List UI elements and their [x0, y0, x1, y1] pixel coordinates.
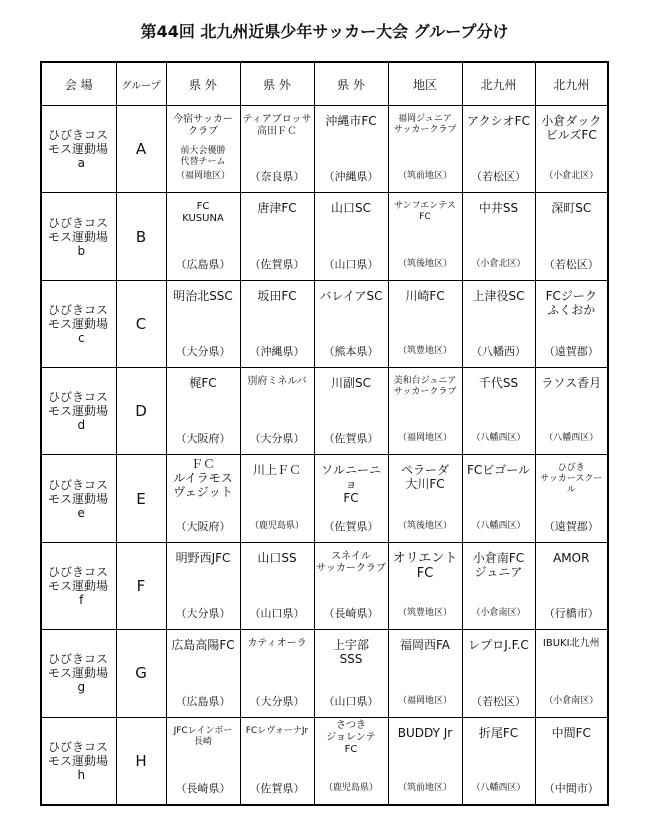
team-region: （大阪府） [175, 432, 231, 446]
team-region: （筑前地区） [397, 171, 452, 182]
group-row-f [41, 542, 608, 629]
team-cell [314, 280, 388, 367]
venue-letter: f [79, 592, 84, 607]
team-region: （若松区） [543, 257, 599, 271]
team-cell [240, 106, 314, 193]
venue-cell [41, 193, 116, 280]
group-table [40, 61, 609, 806]
venue-cell [41, 630, 116, 717]
team-name: 今宿サッカー クラブ [173, 114, 233, 137]
team-name: BUDDY Jr [397, 725, 453, 740]
team-cell [535, 193, 608, 280]
team-cell [166, 542, 240, 629]
team-name: 唐津FC [257, 201, 297, 216]
venue-name: ひびきコスモス運動場 [48, 652, 109, 681]
team-cell [388, 717, 462, 805]
team-note: 前大会優勝 代替チーム [180, 146, 226, 167]
team-name: 上宇部 SSS [332, 638, 369, 667]
team-cell [462, 542, 535, 629]
team-region: （長崎県） [323, 607, 379, 621]
team-region: （中間市） [543, 782, 599, 795]
team-name: 千代SS [478, 376, 519, 391]
team-region: （遠賀郡） [543, 345, 599, 359]
group-row-e [41, 455, 608, 542]
team-cell [462, 368, 535, 455]
team-region: （遠賀郡） [543, 519, 599, 533]
team-name: ティアブロッサ 高田ＦＣ [242, 114, 312, 137]
team-name: ひびき サッカースクール [540, 463, 603, 496]
team-name: さつき ジョレンテ FC [326, 719, 376, 755]
team-cell [240, 717, 314, 805]
venue-cell [41, 455, 116, 542]
team-cell [388, 455, 462, 542]
team-name: 小倉南FC ジュニア [472, 550, 525, 579]
team-cell [166, 630, 240, 717]
team-cell [240, 630, 314, 717]
team-name: スネイル サッカークラブ [316, 550, 386, 574]
team-region: （佐賀県） [323, 519, 379, 533]
team-region: （鹿児島県） [323, 783, 378, 793]
venue-letter: a [77, 156, 85, 171]
venue-cell [41, 368, 116, 455]
team-cell [240, 193, 314, 280]
team-cell [535, 542, 608, 629]
team-name: 明野西JFC [175, 550, 231, 565]
team-cell [166, 368, 240, 455]
group-row-c [41, 280, 608, 367]
venue-cell [41, 717, 116, 805]
group-label: F [116, 542, 166, 629]
group-label: B [116, 193, 166, 280]
venue-name: ひびきコスモス運動場 [48, 215, 109, 244]
team-name: 山口SS [257, 550, 297, 565]
team-cell [240, 280, 314, 367]
venue-letter: d [77, 418, 86, 433]
team-name: 中井SS [478, 201, 519, 216]
header-kitakyushu-2: 北九州 [535, 62, 608, 106]
venue-letter: g [77, 680, 86, 695]
team-region: （山口県） [323, 257, 379, 271]
team-name: バレイアSC [319, 288, 383, 303]
team-name: 坂田FC [257, 288, 297, 303]
team-cell [388, 630, 462, 717]
header-district: 地区 [388, 62, 462, 106]
team-name: 広島高陽FC [171, 638, 235, 653]
team-region: （沖縄県） [323, 170, 379, 184]
team-region: （八幡西区） [471, 433, 526, 444]
venue-name: ひびきコスモス運動場 [48, 390, 109, 419]
team-cell [388, 106, 462, 193]
header-kitakyushu-1: 北九州 [462, 62, 535, 106]
team-cell [314, 542, 388, 629]
venue-name: ひびきコスモス運動場 [48, 564, 109, 593]
team-region: （佐賀県） [249, 782, 305, 795]
team-cell [462, 280, 535, 367]
group-label: A [116, 106, 166, 193]
team-name: 梶FC [189, 376, 217, 391]
team-cell [462, 193, 535, 280]
team-name: ペラーダ 大川FC [400, 463, 449, 492]
team-name: FCレヴォーナJr [245, 725, 309, 736]
team-cell [166, 106, 240, 193]
team-region: （福岡地区） [175, 171, 230, 182]
team-region: （長崎県） [175, 782, 231, 795]
venue-letter: e [77, 505, 85, 520]
venue-cell [41, 280, 116, 367]
team-region: （広島県） [175, 257, 231, 271]
team-region: （佐賀県） [323, 432, 379, 446]
team-name: IBUKI北九州 [542, 638, 600, 650]
team-name: 川崎FC [405, 288, 445, 303]
header-venue: 会 場 [41, 62, 116, 106]
team-name: ラソス香月 [541, 376, 602, 391]
team-name: 深町SC [551, 201, 592, 216]
team-name: 別府ミネルバ [247, 376, 307, 388]
team-name: サンフエンテス FC [394, 201, 456, 223]
group-label: G [116, 630, 166, 717]
team-cell [535, 630, 608, 717]
team-cell [240, 368, 314, 455]
venue-letter: c [77, 330, 85, 345]
team-cell [535, 455, 608, 542]
team-cell [314, 368, 388, 455]
team-name: JFCレインボー 長崎 [173, 725, 233, 747]
group-label: H [116, 717, 166, 805]
team-name: FCジーク ふくおか [545, 288, 597, 317]
team-cell [535, 280, 608, 367]
team-region: （奈良県） [249, 170, 305, 184]
team-region: （八幡西区） [471, 783, 526, 793]
team-region: （若松区） [471, 170, 526, 184]
team-name: アクシオFC [467, 114, 530, 128]
team-cell [240, 455, 314, 542]
team-cell [314, 193, 388, 280]
team-region: （筑後地区） [397, 520, 452, 531]
team-cell [535, 717, 608, 805]
header-group: グループ [116, 62, 166, 106]
team-region: （広島県） [175, 694, 231, 708]
team-name: 折尾FC [478, 725, 519, 740]
venue-name: ひびきコスモス運動場 [48, 739, 109, 768]
group-label: D [116, 368, 166, 455]
team-cell [314, 106, 388, 193]
team-name: 山口SC [331, 201, 371, 216]
team-region: （筑豊地区） [397, 346, 452, 357]
team-region: （山口県） [249, 607, 305, 621]
group-label: C [116, 280, 166, 367]
team-name: 川副SC [331, 376, 371, 391]
team-region: （山口県） [323, 694, 379, 708]
team-name: オリエント FC [392, 550, 458, 581]
team-region: （大分県） [249, 432, 305, 446]
team-name: FC KUSUNA [182, 201, 224, 225]
venue-cell [41, 106, 116, 193]
team-region: （大分県） [249, 694, 305, 708]
team-region: （行橋市） [543, 607, 599, 621]
team-name: FCビゴール [466, 463, 531, 478]
team-cell [166, 193, 240, 280]
team-name: 福岡西FA [399, 638, 450, 653]
team-name: 川上ＦＣ [252, 463, 301, 478]
team-cell [462, 455, 535, 542]
group-label: E [116, 455, 166, 542]
team-region: （筑豊地区） [397, 608, 452, 619]
team-region: （福岡地区） [397, 695, 452, 706]
group-row-d [41, 368, 608, 455]
team-region: （小倉北区） [544, 171, 599, 182]
team-region: （沖縄県） [249, 345, 305, 359]
venue-letter: h [77, 767, 86, 782]
header-out-of-prefecture-3: 県 外 [314, 62, 388, 106]
team-cell [314, 455, 388, 542]
team-region: （鹿児島県） [249, 520, 304, 531]
team-cell [388, 280, 462, 367]
team-name: 沖縄市FC [325, 114, 377, 128]
team-region: （小倉南区） [544, 695, 599, 706]
header-out-of-prefecture-2: 県 外 [240, 62, 314, 106]
group-row-g [41, 630, 608, 717]
team-region: （八幡西区） [544, 433, 599, 444]
header-row [41, 62, 608, 106]
team-name: AMOR [553, 550, 590, 565]
team-region: （八幡西） [471, 345, 526, 359]
venue-name: ひびきコスモス運動場 [48, 302, 109, 331]
team-cell [388, 368, 462, 455]
team-cell [240, 542, 314, 629]
team-name: 上津役SC [472, 288, 525, 303]
team-cell [314, 630, 388, 717]
team-cell [535, 106, 608, 193]
group-row-b [41, 193, 608, 280]
venue-cell [41, 542, 116, 629]
team-region: （八幡西区） [471, 520, 526, 531]
team-cell [166, 280, 240, 367]
team-name: ソルニーニョ FC [320, 463, 381, 506]
team-region: （筑後地区） [397, 258, 452, 269]
team-name: 明治北SSC [173, 288, 233, 303]
venue-letter: b [77, 243, 86, 258]
team-name: 中間FC [551, 725, 591, 740]
team-region: （大分県） [175, 607, 231, 621]
team-region: （福岡地区） [397, 433, 452, 444]
team-region: （大阪府） [175, 519, 231, 533]
team-cell [314, 717, 388, 805]
team-cell [462, 630, 535, 717]
team-cell [166, 717, 240, 805]
team-name: 小倉ダック ビルズFC [541, 114, 602, 142]
team-region: （小倉北区） [471, 258, 526, 269]
team-cell [535, 368, 608, 455]
header-out-of-prefecture-1: 県 外 [166, 62, 240, 106]
team-name: 美和台ジュニア サッカークラブ [393, 376, 457, 398]
team-region: （筑前地区） [397, 783, 452, 793]
page-title: 第44回 北九州近県少年サッカー大会 グループ分け [140, 22, 509, 41]
group-row-a [41, 106, 608, 193]
venue-name: ひびきコスモス運動場 [48, 128, 109, 157]
team-cell [388, 542, 462, 629]
team-region: （大分県） [175, 345, 231, 359]
team-region: （小倉南区） [471, 608, 526, 619]
team-cell [166, 455, 240, 542]
group-row-h [41, 717, 608, 805]
venue-name: ひびきコスモス運動場 [48, 477, 109, 506]
team-name: カティオーラ [247, 638, 307, 650]
team-name: ＦＣ ルイラモス ヴェジット [173, 457, 233, 500]
team-name: 福岡ジュニア サッカークラブ [393, 114, 457, 135]
team-region: （若松区） [471, 694, 526, 708]
team-cell [388, 193, 462, 280]
team-name: レプロJ.F.C [468, 638, 529, 653]
team-region: （熊本県） [323, 345, 379, 359]
team-cell [462, 106, 535, 193]
team-region: （佐賀県） [249, 257, 305, 271]
team-cell [462, 717, 535, 805]
